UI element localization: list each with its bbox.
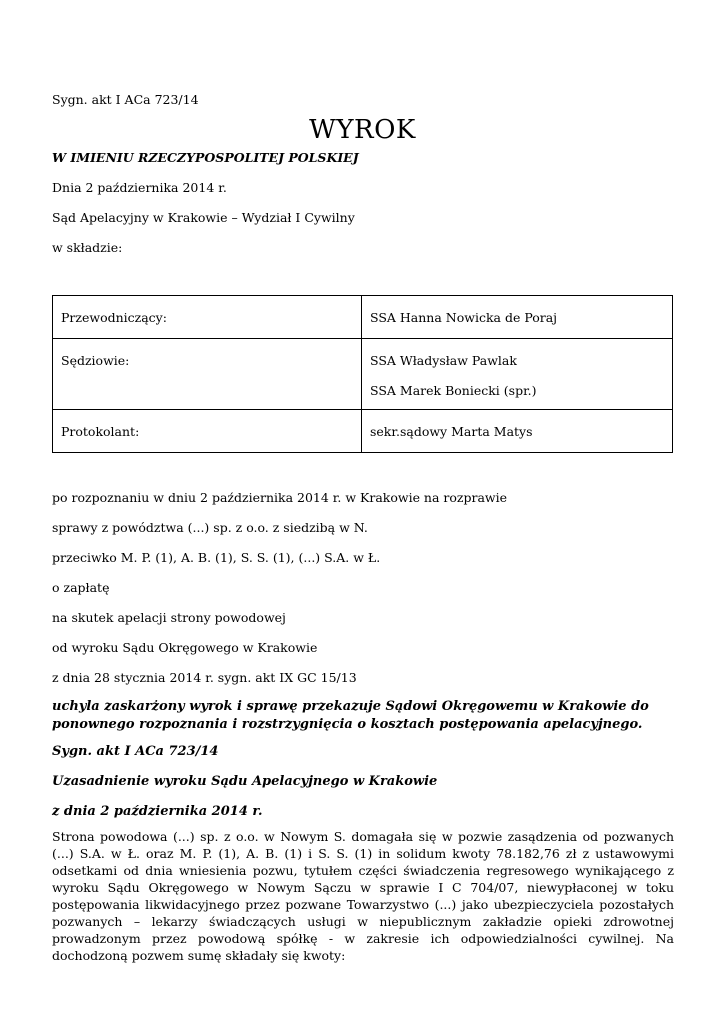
judgment-date: Dnia 2 października 2014 r.: [52, 180, 227, 195]
proceedings-line: po rozpoznaniu w dniu 2 października 2014 r. w Krakowie na rozprawie: [52, 490, 508, 505]
table-row: [53, 339, 673, 410]
document-title: WYROK: [309, 115, 416, 145]
ruling-text: uchyla zaskarżony wyrok i sprawę przekazuje Sądowi Okręgowemu w Krakowie do ponownego rozpoznania i rozstrzygnięcia o kosztach postępowania apelacyjnego.: [52, 699, 649, 732]
document-heading: W IMIENIU RZECZYPOSPOLITEJ POLSKIEJ: [52, 150, 359, 165]
justification-title: Uzasadnienie wyroku Sądu Apelacyjnego w Krakowie: [52, 774, 438, 789]
composition-label: w składzie:: [52, 240, 123, 255]
proceedings-line: o zapłatę: [52, 580, 110, 595]
table-row: [53, 410, 673, 453]
case-signature: Sygn. akt I ACa 723/14: [52, 92, 199, 107]
justification-paragraph: Strona powodowa (...) sp. z o.o. w Nowym S. domagała się w pozwie zasądzenia od pozwanych (...) S.A. w Ł. oraz M. P. (1), A. B. (1) i S. S. (1) in solidum kwoty 78.182,76 zł z ustawowymi odsetkami od dnia wniesienia pozwu, tytułem części świadczenia regresowego wynikającego z wyroku Sądu Okręgowego w Nowym Sączu w sprawie I C 704/07, niewypłaconej w toku postępowania likwidacyjnego przez pozwane Towarzystwo (...) jako ubezpieczyciela pozostałych pozwanych – lekarzy świadczących usługi w niepublicznym zakładzie opieki zdrowotnej prowadzonym przez powodową spółkę - w zakresie ich odpowiedzialności cywilnej. Na dochodzoną pozwem sumę składały się kwoty:: [52, 829, 674, 963]
judge-name: SSA Marek Boniecki (spr.): [370, 383, 537, 398]
presiding-label: Przewodniczący:: [53, 296, 362, 339]
court-name: Sąd Apelacyjny w Krakowie – Wydział I Cywilny: [52, 210, 355, 225]
judges-label: Sędziowie:: [53, 339, 362, 410]
proceedings-line: od wyroku Sądu Okręgowego w Krakowie: [52, 640, 318, 655]
proceedings-line: z dnia 28 stycznia 2014 r. sygn. akt IX GC 15/13: [52, 670, 357, 685]
judge-name: SSA Władysław Pawlak: [370, 353, 517, 368]
proceedings-line: na skutek apelacji strony powodowej: [52, 610, 286, 625]
proceedings-line: przeciwko M. P. (1), A. B. (1), S. S. (1), (...) S.A. w Ł.: [52, 550, 381, 565]
judges-names: [362, 339, 673, 410]
court-panel-table: [52, 295, 673, 453]
table-row: [53, 296, 673, 339]
clerk-label: Protokolant:: [53, 410, 362, 453]
justification-signature: Sygn. akt I ACa 723/14: [52, 744, 219, 759]
presiding-name: SSA Hanna Nowicka de Poraj: [362, 296, 673, 339]
clerk-name: sekr.sądowy Marta Matys: [362, 410, 673, 453]
proceedings-line: sprawy z powództwa (...) sp. z o.o. z siedzibą w N.: [52, 520, 368, 535]
justification-date: z dnia 2 października 2014 r.: [52, 804, 263, 819]
